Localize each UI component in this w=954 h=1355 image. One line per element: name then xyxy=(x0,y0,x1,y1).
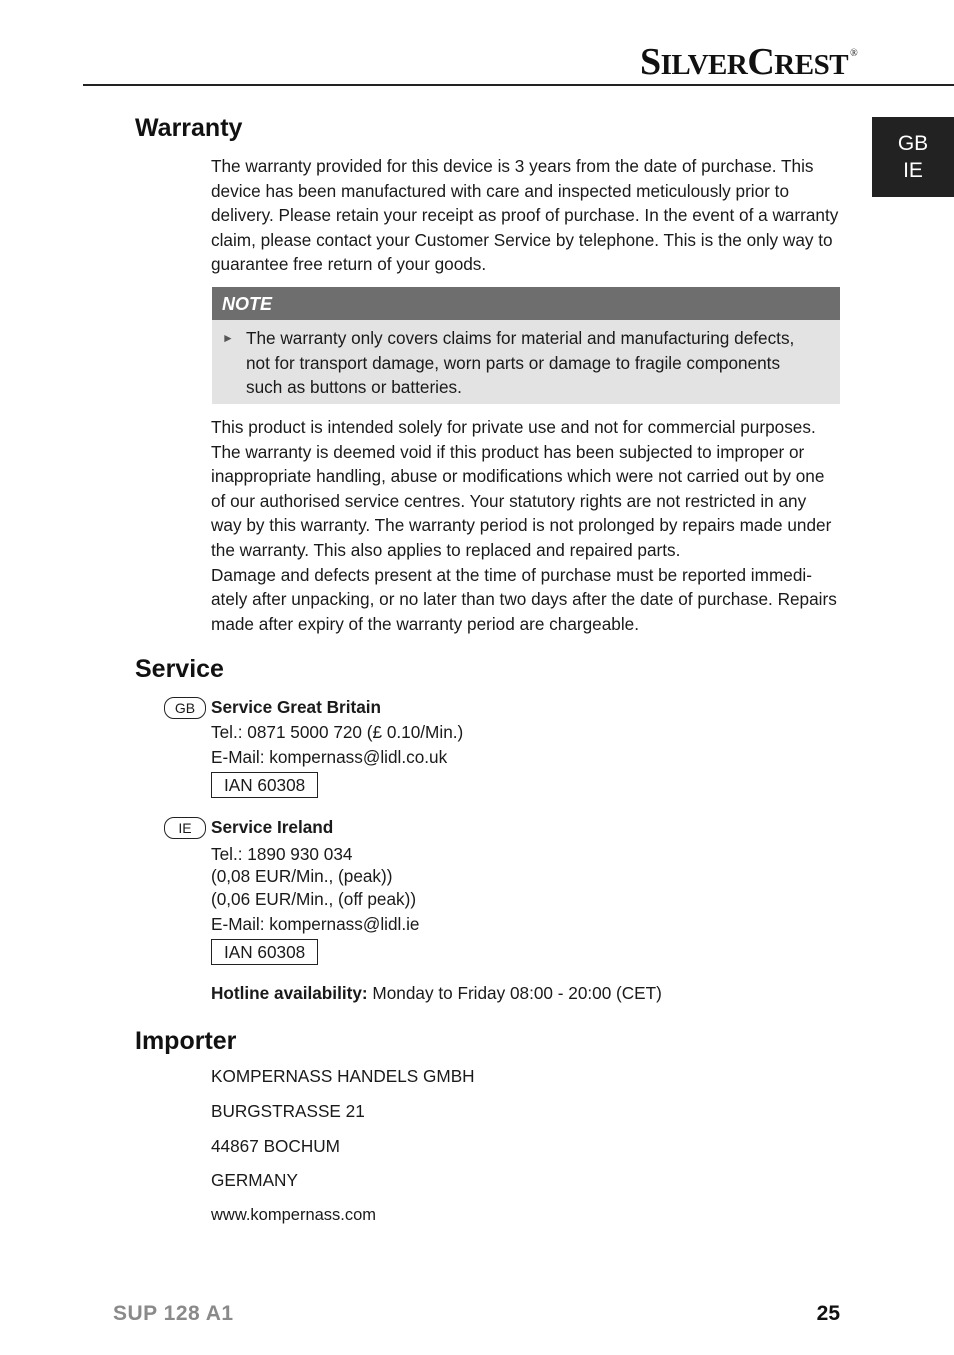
importer-heading: Importer xyxy=(135,1027,237,1055)
gb-badge: GB xyxy=(164,697,206,719)
warranty-intro: The warranty provided for this device is 3 years from the date of purchase. This device has been manufactured with care and inspected meticulously prior to delivery. Please retain your receipt as proof of purchase. In the event of a warranty claim, please contact your Customer Service by telephone. This is the only way to guarantee free return of your goods. xyxy=(211,156,839,275)
footer-model: SUP 128 A1 xyxy=(113,1302,234,1325)
note-text: The warranty only covers claims for material and manufacturing defects, not for transport damage, worn parts or damage to fragile components such as buttons or batteries. xyxy=(246,328,795,398)
importer-city: 44867 BOCHUM xyxy=(211,1136,340,1156)
header-rule xyxy=(83,84,954,86)
service-ie xyxy=(211,815,419,965)
importer-country: GERMANY xyxy=(211,1170,298,1190)
note-box xyxy=(212,287,840,404)
warranty-terms xyxy=(211,415,841,636)
warranty-heading: Warranty xyxy=(135,114,243,142)
importer-street: BURGSTRASSE 21 xyxy=(211,1101,365,1121)
service-ie-rate-offpeak: (0,06 EUR/Min., (off peak)) xyxy=(211,889,417,909)
lang-gb: GB xyxy=(897,132,929,155)
service-heading: Service xyxy=(135,655,224,683)
bullet-arrow-icon: ► xyxy=(222,331,234,345)
importer-website: www.kompernass.com xyxy=(211,1206,377,1224)
warranty-terms-para: This product is intended solely for private use and not for commercial purposes. The warranty is deemed void if this product has been subjected to improper or inappropriate handling, abuse or modifications which were not carried out by one of our authorised service centres. Your statutory rights are not restricted in any way by this warranty. The warranty period is not prolonged by repairs made under the warranty. This also applies to replaced and repaired parts. xyxy=(211,417,832,560)
page-number: 25 xyxy=(816,1302,840,1325)
warranty-defects-para: Damage and defects present at the time of purchase must be reported immedi-ately after unpacking, or no later than two days after the date of purchase. Repairs made after expiry of the warranty period are chargeable. xyxy=(211,564,837,634)
lang-ie: IE xyxy=(903,159,923,182)
ian-box-gb: IAN 60308 xyxy=(211,772,318,798)
ian-box-ie: IAN 60308 xyxy=(211,939,318,965)
service-gb-name: Service Great Britain xyxy=(211,697,382,717)
note-label: NOTE xyxy=(212,287,840,320)
brand-logo: SILVERCREST ® xyxy=(640,41,858,83)
hotline-text: Monday to Friday 08:00 - 20:00 (CET) xyxy=(372,983,662,1003)
service-gb-tel: Tel.: 0871 5000 720 (£ 0.10/Min.) xyxy=(211,722,464,742)
service-gb-email: E-Mail: kompernass@lidl.co.uk xyxy=(211,747,448,767)
hotline xyxy=(211,981,662,1006)
ie-badge: IE xyxy=(164,817,206,839)
service-ie-rate-peak: (0,08 EUR/Min., (peak)) xyxy=(211,866,393,886)
language-tab xyxy=(872,117,954,197)
service-gb xyxy=(211,695,463,798)
importer-company: KOMPERNASS HANDELS GMBH xyxy=(211,1066,475,1086)
service-ie-tel: Tel.: 1890 930 034 xyxy=(211,844,353,864)
note-body xyxy=(212,320,840,400)
hotline-label: Hotline availability: xyxy=(211,983,368,1003)
service-ie-name: Service Ireland xyxy=(211,817,334,837)
service-ie-email: E-Mail: kompernass@lidl.ie xyxy=(211,914,420,934)
